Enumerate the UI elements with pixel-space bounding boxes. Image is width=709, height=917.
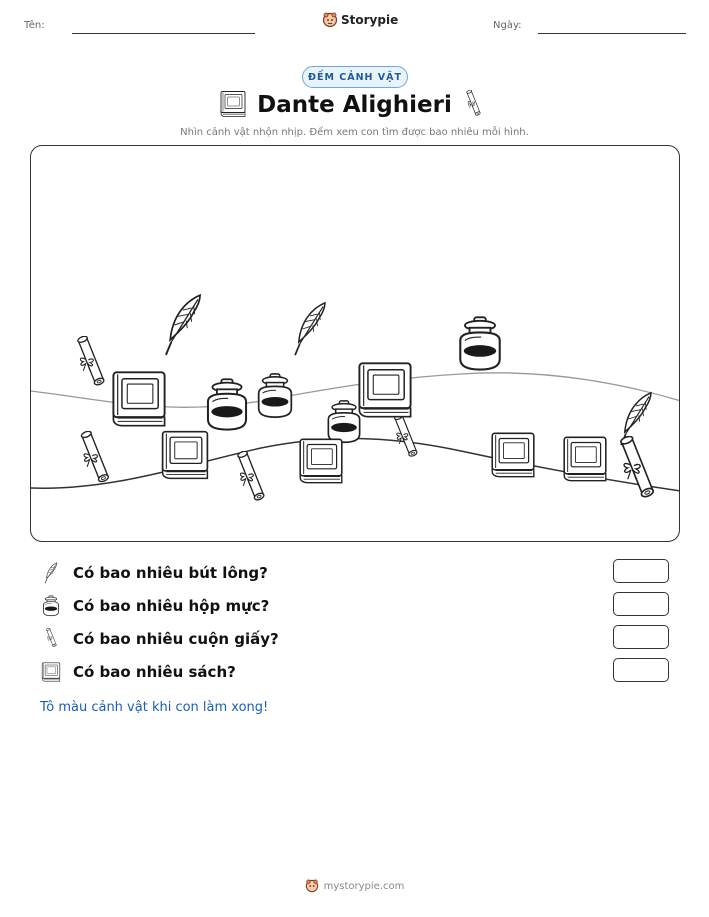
book-4 bbox=[359, 363, 410, 416]
question-text: Có bao nhiêu hộp mực? bbox=[73, 597, 270, 615]
question-book bbox=[40, 659, 236, 685]
book-3 bbox=[300, 439, 342, 482]
storypie-mascot-icon bbox=[322, 12, 338, 28]
book-6 bbox=[564, 437, 606, 480]
date-label: Ngày: bbox=[493, 20, 522, 31]
quill-1 bbox=[166, 295, 200, 355]
answer-box-book[interactable] bbox=[613, 658, 669, 682]
coloring-note: Tô màu cảnh vật khi con làm xong! bbox=[40, 700, 269, 715]
scroll-icon bbox=[40, 628, 62, 650]
date-line[interactable] bbox=[538, 33, 686, 34]
scroll-icon bbox=[460, 90, 486, 120]
page-title: Dante Alighieri bbox=[257, 92, 452, 118]
answer-box-inkpot[interactable] bbox=[613, 592, 669, 616]
book-5 bbox=[492, 433, 534, 476]
counting-scene[interactable] bbox=[30, 145, 680, 542]
activity-badge: ĐẾM CẢNH VẬT bbox=[302, 66, 408, 88]
name-line[interactable] bbox=[72, 33, 255, 34]
footer-url[interactable]: mystorypie.com bbox=[323, 880, 405, 892]
answer-box-scroll[interactable] bbox=[613, 625, 669, 649]
scroll-5 bbox=[620, 435, 655, 498]
question-text: Có bao nhiêu bút lông? bbox=[73, 564, 268, 582]
inkpot-icon bbox=[40, 595, 62, 617]
inkpot-4 bbox=[328, 401, 359, 442]
question-quill bbox=[40, 560, 268, 586]
inkpot-2 bbox=[259, 374, 292, 417]
quill-2 bbox=[295, 303, 325, 355]
book-2 bbox=[163, 432, 208, 479]
scroll-2 bbox=[81, 430, 110, 483]
question-text: Có bao nhiêu cuộn giấy? bbox=[73, 630, 279, 648]
scroll-3 bbox=[237, 450, 265, 501]
instructions: Nhìn cảnh vật nhộn nhịp. Đếm xem con tìm được bao nhiêu mỗi hình. bbox=[180, 127, 529, 138]
footer bbox=[0, 879, 709, 893]
answer-box-quill[interactable] bbox=[613, 559, 669, 583]
scroll-1 bbox=[77, 335, 105, 386]
brand-logo bbox=[322, 12, 398, 28]
scene-illustration bbox=[31, 146, 680, 542]
book-1 bbox=[113, 372, 164, 425]
book-icon bbox=[40, 661, 62, 683]
question-scroll bbox=[40, 626, 279, 652]
question-inkpot bbox=[40, 593, 269, 619]
name-label: Tên: bbox=[24, 20, 45, 31]
quill-icon bbox=[40, 562, 62, 584]
question-text: Có bao nhiêu sách? bbox=[73, 663, 236, 681]
storypie-mascot-icon bbox=[305, 879, 319, 893]
inkpot-1 bbox=[208, 379, 246, 429]
scroll-4 bbox=[394, 413, 418, 457]
inkpot-3 bbox=[460, 317, 499, 369]
brand-name: Storypie bbox=[341, 13, 399, 27]
